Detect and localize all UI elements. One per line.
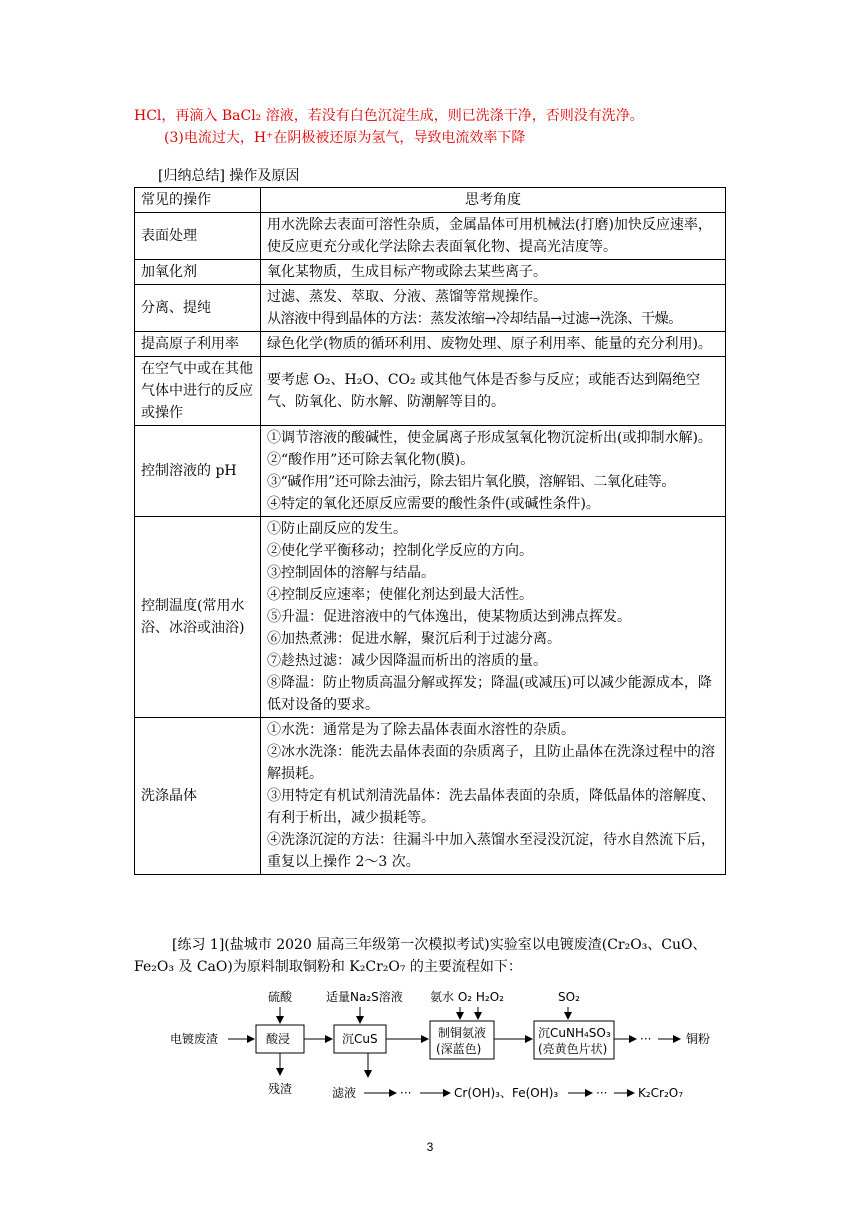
reason-line: 过滤、蒸发、萃取、分液、蒸馏等常规操作。 bbox=[267, 289, 547, 305]
reason-line: ⑦趁热过滤：减少因降温而析出的溶质的量。 bbox=[267, 653, 547, 669]
op-cell: 控制溶液的 pH bbox=[135, 426, 261, 517]
reason-line: ①水洗：通常是为了除去晶体表面水溶性的杂质。 bbox=[267, 722, 575, 738]
flow-reagent4: SO₂ bbox=[558, 990, 580, 1004]
table-row bbox=[135, 357, 726, 426]
flow-filtrate: 滤液 bbox=[332, 1086, 357, 1100]
reason-line: ③“碱作用”还可除去油污，除去铝片氧化膜，溶解铝、二氧化硅等。 bbox=[267, 474, 675, 490]
reason-cell bbox=[261, 718, 726, 875]
table-row bbox=[135, 517, 726, 718]
reason-cell bbox=[261, 285, 726, 332]
op-cell: 洗涤晶体 bbox=[135, 718, 261, 875]
flow-reagent3: 氨水 O₂ H₂O₂ bbox=[430, 990, 504, 1004]
page-number: 3 bbox=[426, 1140, 434, 1154]
process-flow-diagram bbox=[160, 985, 720, 1105]
flow-reagent2: 适量Na₂S溶液 bbox=[326, 990, 403, 1004]
flow-end-product: K₂Cr₂O₇ bbox=[638, 1086, 684, 1100]
table-row bbox=[135, 285, 726, 332]
reason-line: ①调节溶液的酸碱性，使金属离子形成氢氧化物沉淀析出(或抑制水解)。 bbox=[267, 430, 712, 446]
reason-line: ③控制固体的溶解与结晶。 bbox=[267, 565, 435, 581]
reason-line: ④特定的氧化还原反应需要的酸性条件(或碱性条件)。 bbox=[267, 496, 600, 512]
exercise-line-1: [练习 1](盐城市 2020 届高三年级第一次模拟考试)实验室以电镀废渣(Cr₂O₃、CuO、 bbox=[172, 937, 707, 953]
answer-line-1: HCl，再滴入 BaCl₂ 溶液，若没有白色沉淀生成，则已洗涤干净，否则没有洗净。 bbox=[134, 108, 644, 124]
flow-mid-product: Cr(OH)₃、Fe(OH)₃ bbox=[454, 1086, 559, 1100]
op-cell: 控制温度(常用水浴、冰浴或油浴) bbox=[135, 517, 261, 718]
reason-line: ②冰水洗涤：能洗去晶体表面的杂质离子，且防止晶体在洗涤过程中的溶解损耗。 bbox=[267, 744, 715, 782]
reason-cell: 绿色化学(物质的循环利用、废物处理、原子利用率、能量的充分利用)。 bbox=[261, 332, 726, 357]
op-cell: 加氧化剂 bbox=[135, 260, 261, 285]
reason-line: ②“酸作用”还可除去氧化物(膜)。 bbox=[267, 452, 475, 468]
answer-line-2: (3)电流过大，H⁺在阴极被还原为氢气，导致电流效率下降 bbox=[164, 130, 526, 146]
reason-line: ②使化学平衡移动；控制化学反应的方向。 bbox=[267, 543, 533, 559]
flow-box1-label: 酸浸 bbox=[266, 1032, 291, 1046]
operations-table bbox=[134, 187, 726, 875]
flow-box2-label: 沉CuS bbox=[342, 1032, 378, 1046]
flow-box3-line1: 制铜氨液 bbox=[438, 1026, 487, 1040]
reason-line: ⑥加热煮沸：促进水解，聚沉后利于过滤分离。 bbox=[267, 631, 561, 647]
reason-cell: 氧化某物质，生成目标产物或除去某些离子。 bbox=[261, 260, 726, 285]
flow-reagent1: 硫酸 bbox=[268, 990, 293, 1004]
reason-line: ④洗涤沉淀的方法：往漏斗中加入蒸馏水至浸没沉淀，待水自然流下后，重复以上操作 2～3 次。 bbox=[267, 832, 715, 870]
table-row bbox=[135, 332, 726, 357]
header-operation: 常见的操作 bbox=[135, 188, 261, 213]
flow-dots: ··· bbox=[596, 1086, 608, 1100]
summary-title: [归纳总结] 操作及原因 bbox=[158, 168, 300, 184]
flow-residue: 残渣 bbox=[268, 1082, 293, 1096]
flow-dots: ··· bbox=[640, 1032, 652, 1046]
reason-line: 从溶液中得到晶体的方法：蒸发浓缩→冷却结晶→过滤→洗涤、干燥。 bbox=[267, 311, 682, 327]
op-cell: 提高原子利用率 bbox=[135, 332, 261, 357]
reason-cell: 要考虑 O₂、H₂O、CO₂ 或其他气体是否参与反应；或能否达到隔绝空气、防氧化、防水解、防潮解等目的。 bbox=[261, 357, 726, 426]
table-row bbox=[135, 718, 726, 875]
flow-box3-line2: (深蓝色) bbox=[436, 1042, 482, 1056]
flow-product: 铜粉 bbox=[686, 1032, 711, 1046]
reason-line: ⑤升温：促进溶液中的气体逸出，使某物质达到沸点挥发。 bbox=[267, 609, 631, 625]
flow-box4-line1: 沉CuNH₄SO₃ bbox=[538, 1026, 611, 1040]
op-cell: 表面处理 bbox=[135, 213, 261, 260]
reason-cell bbox=[261, 517, 726, 718]
reason-line: ⑧降温：防止物质高温分解或挥发；降温(或减压)可以减少能源成本，降低对设备的要求。 bbox=[267, 675, 712, 713]
table-header-row bbox=[135, 188, 726, 213]
op-cell: 在空气中或在其他气体中进行的反应或操作 bbox=[135, 357, 261, 426]
reason-line: ③用特定有机试剂清洗晶体：洗去晶体表面的杂质，降低晶体的溶解度、有利于析出，减少损耗等。 bbox=[267, 788, 715, 826]
table-row bbox=[135, 426, 726, 517]
op-cell: 分离、提纯 bbox=[135, 285, 261, 332]
flow-dots: ··· bbox=[400, 1086, 412, 1100]
reason-line: ④控制反应速率；使催化剂达到最大活性。 bbox=[267, 587, 533, 603]
table-row bbox=[135, 213, 726, 260]
header-perspective: 思考角度 bbox=[261, 188, 726, 213]
table-row bbox=[135, 260, 726, 285]
flow-start: 电镀废渣 bbox=[170, 1032, 219, 1046]
reason-line: ①防止副反应的发生。 bbox=[267, 521, 407, 537]
flow-box4-line2: (亮黄色片状) bbox=[538, 1042, 608, 1056]
reason-cell bbox=[261, 426, 726, 517]
reason-cell: 用水洗除去表面可溶性杂质，金属晶体可用机械法(打磨)加快反应速率，使反应更充分或化学法除去表面氧化物、提高光洁度等。 bbox=[261, 213, 726, 260]
exercise-line-2: Fe₂O₃ 及 CaO)为原料制取铜粉和 K₂Cr₂O₇ 的主要流程如下： bbox=[134, 959, 522, 975]
